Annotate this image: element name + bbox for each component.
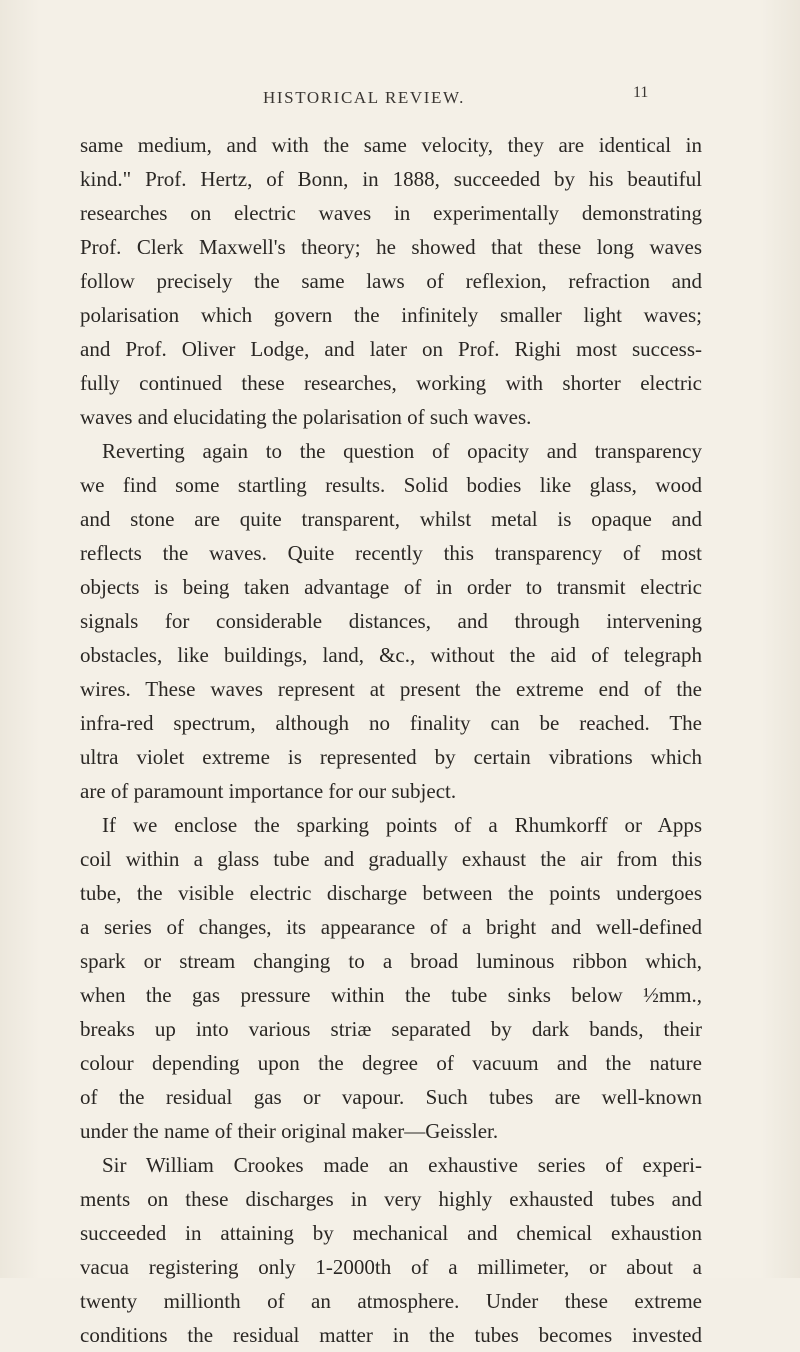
- text-line: Reverting again to the question of opacity and transparency: [102, 439, 702, 463]
- text-line: polarisation which govern the infinitely smaller light waves;: [80, 303, 702, 327]
- text-line: follow precisely the same laws of reflexion, refraction and: [80, 269, 702, 293]
- page-header: [0, 84, 800, 114]
- text-line: and Prof. Oliver Lodge, and later on Prof. Righi most success-: [80, 337, 702, 361]
- text-line: fully continued these researches, working with shorter electric: [80, 371, 702, 395]
- text-line: conditions the residual matter in the tubes becomes invested: [80, 1323, 702, 1347]
- text-line: Prof. Clerk Maxwell's theory; he showed that these long waves: [80, 235, 702, 259]
- text-line: are of paramount importance for our subject.: [80, 779, 457, 803]
- text-line: signals for considerable distances, and through intervening: [80, 609, 702, 633]
- page-number: 11: [633, 84, 649, 101]
- paragraph: [80, 434, 702, 808]
- text-line: ments on these discharges in very highly exhausted tubes and: [80, 1187, 702, 1211]
- text-line: objects is being taken advantage of in order to transmit electric: [80, 575, 702, 599]
- text-line: under the name of their original maker—Geissler.: [80, 1119, 499, 1143]
- text-line: twenty millionth of an atmosphere. Under these extreme: [80, 1289, 702, 1313]
- text-line: kind." Prof. Hertz, of Bonn, in 1888, succeeded by his beautiful: [80, 167, 702, 191]
- paragraph: [80, 808, 702, 1148]
- text-line: vacua registering only 1-2000th of a millimeter, or about a: [80, 1255, 702, 1279]
- text-line: obstacles, like buildings, land, &c., without the aid of telegraph: [80, 643, 702, 667]
- running-title: HISTORICAL REVIEW.: [263, 88, 465, 107]
- text-line: of the residual gas or vapour. Such tubes are well-known: [80, 1085, 702, 1109]
- text-line: when the gas pressure within the tube sinks below ½mm.,: [80, 983, 702, 1007]
- paragraph: [80, 128, 702, 434]
- text-line: we find some startling results. Solid bodies like glass, wood: [80, 473, 702, 497]
- text-line: tube, the visible electric discharge between the points undergoes: [80, 881, 702, 905]
- text-line: infra-red spectrum, although no finality can be reached. The: [80, 711, 702, 735]
- text-line: same medium, and with the same velocity, they are identical in: [80, 133, 702, 157]
- paragraph: [80, 1148, 702, 1352]
- text-line: wires. These waves represent at present the extreme end of the: [80, 677, 702, 701]
- text-line: Sir William Crookes made an exhaustive series of experi-: [102, 1153, 702, 1177]
- text-line: waves and elucidating the polarisation of such waves.: [80, 405, 532, 429]
- text-line: and stone are quite transparent, whilst metal is opaque and: [80, 507, 702, 531]
- text-line: colour depending upon the degree of vacuum and the nature: [80, 1051, 702, 1075]
- text-line: spark or stream changing to a broad luminous ribbon which,: [80, 949, 702, 973]
- text-line: succeeded in attaining by mechanical and chemical exhaustion: [80, 1221, 702, 1245]
- text-line: coil within a glass tube and gradually exhaust the air from this: [80, 847, 702, 871]
- text-line: a series of changes, its appearance of a bright and well-defined: [80, 915, 702, 939]
- text-line: reflects the waves. Quite recently this transparency of most: [80, 541, 702, 565]
- body-text: [80, 128, 702, 1352]
- text-line: breaks up into various striæ separated by dark bands, their: [80, 1017, 702, 1041]
- text-line: ultra violet extreme is represented by certain vibrations which: [80, 745, 702, 769]
- text-line: If we enclose the sparking points of a Rhumkorff or Apps: [102, 813, 702, 837]
- text-line: researches on electric waves in experimentally demonstrating: [80, 201, 702, 225]
